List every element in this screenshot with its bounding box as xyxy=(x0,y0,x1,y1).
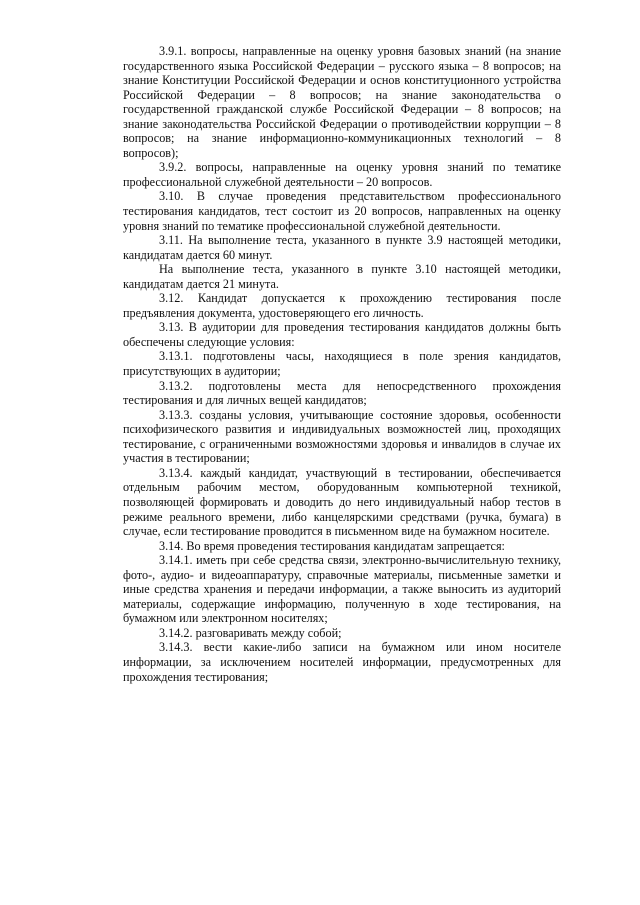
paragraph-3-10: 3.10. В случае проведения представительством профессионального тестирования кандидатов, тест состоит из 20 вопросов, направленных на оценку уровня знаний по тематике профессиональной служебной деятельности. xyxy=(123,189,561,233)
paragraph-3-14-2: 3.14.2. разговаривать между собой; xyxy=(159,625,342,640)
paragraph-3-13-1: 3.13.1. подготовлены часы, находящиеся в поле зрения кандидатов, присутствующих в аудитории; xyxy=(123,349,561,379)
paragraph-3-13: 3.13. В аудитории для проведения тестирования кандидатов должны быть обеспечены следующие условия: xyxy=(123,320,561,349)
paragraph-3-14-1: 3.14.1. иметь при себе средства связи, электронно-вычислительную технику, фото-, аудио- и видеоаппаратуру, справочные материалы, письменные заметки и иные средства хранения и передачи информации, а также выносить из аудиторий материалы, содержащие информацию, полученную в ходе тестирования, на бумажном или электронном носителях; xyxy=(123,553,561,626)
paragraph-3-11: 3.11. На выполнение теста, указанного в пункте 3.9 настоящей методики, кандидатам дается 60 минут. xyxy=(123,233,561,262)
document-page xyxy=(123,44,561,684)
paragraph-3-9-1: 3.9.1. вопросы, направленные на оценку уровня базовых знаний (на знание государственного языка Российской Федерации – русского языка – 8 вопросов; на знание Конституции Российской Федерации и основ конституционного устройства Российской Федерации – 8 вопросов; на знание законодательства о государственной гражданской службе Российской Федерации – 8 вопросов; на знание законодательства Российской Федерации о противодействии коррупции – 8 вопросов; на знание информационно-коммуникационных технологий – 8 вопросов); xyxy=(123,44,561,160)
paragraph-3-12: 3.12. Кандидат допускается к прохождению тестирования после предъявления документа, удостоверяющего его личность. xyxy=(123,291,561,320)
paragraph-3-14-3: 3.14.3. вести какие-либо записи на бумажном или ином носителе информации, за исключением носителей информации, предусмотренных для прохождения тестирования; xyxy=(123,640,561,684)
paragraph-3-13-2: 3.13.2. подготовлены места для непосредственного прохождения тестирования и для личных вещей кандидатов; xyxy=(123,378,561,408)
paragraph-3-13-4: 3.13.4. каждый кандидат, участвующий в тестировании, обеспечивается отдельным рабочим местом, оборудованным компьютерной техникой, позволяющей формировать и доводить до него индивидуальный набор тестов в режиме реального времени, либо канцелярскими средствами (ручка, бумага) в случае, если тестирование проводится в письменном виде на бумажном носителе. xyxy=(123,465,561,539)
paragraph-3-14: 3.14. Во время проведения тестирования кандидатам запрещается: xyxy=(159,538,505,553)
paragraph-3-11-continued: На выполнение теста, указанного в пункте 3.10 настоящей методики, кандидатам дается 21 минута. xyxy=(123,262,561,291)
paragraph-3-9-2: 3.9.2. вопросы, направленные на оценку уровня знаний по тематике профессиональной служебной деятельности – 20 вопросов. xyxy=(123,160,561,189)
paragraph-3-13-3: 3.13.3. созданы условия, учитывающие состояние здоровья, особенности психофизического развития и индивидуальных возможностей лиц, проходящих тестирование, с ограниченными возможностями здоровья и инвалидов в случае их участия в тестировании; xyxy=(123,407,561,466)
